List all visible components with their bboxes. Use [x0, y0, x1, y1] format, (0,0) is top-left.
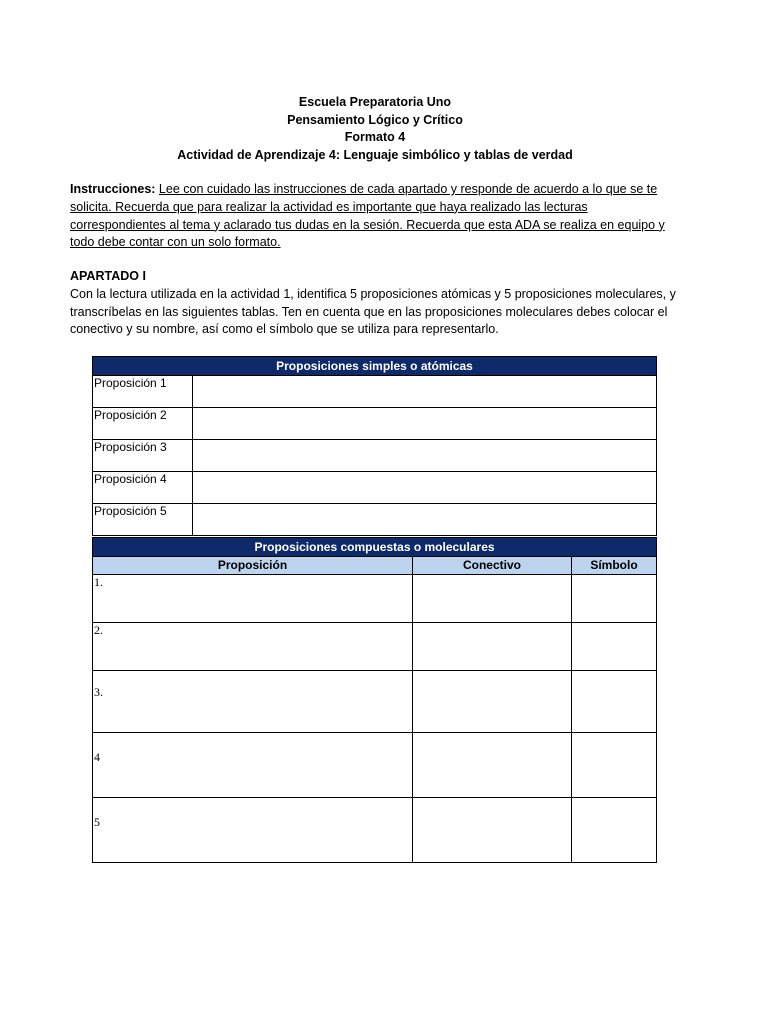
simple-row-answer-cell[interactable] — [193, 504, 657, 536]
simple-row-answer-cell[interactable] — [193, 408, 657, 440]
simple-row-label: Proposición 3 — [93, 440, 193, 472]
column-header-proposicion: Proposición — [93, 557, 413, 575]
simple-row-label: Proposición 5 — [93, 504, 193, 536]
compound-propositions-table — [92, 537, 657, 863]
simple-row-answer-cell[interactable] — [193, 376, 657, 408]
school-name: Escuela Preparatoria Uno — [298, 95, 452, 109]
column-header-conectivo: Conectivo — [413, 557, 572, 575]
compound-row-number[interactable]: 3. — [93, 671, 413, 733]
compound-conectivo-cell[interactable] — [413, 671, 572, 733]
apartado-section — [70, 268, 682, 339]
simple-row-label: Proposición 4 — [93, 472, 193, 504]
compound-table-title: Proposiciones compuestas o moleculares — [93, 538, 657, 557]
document-header — [0, 94, 750, 164]
simple-propositions-table — [92, 356, 657, 536]
simple-row-answer-cell[interactable] — [193, 472, 657, 504]
compound-conectivo-cell[interactable] — [413, 798, 572, 863]
apartado-text: Con la lectura utilizada en la actividad 1, identifica 5 proposiciones atómicas y 5 proposiciones moleculares, y transcríbelas en las siguientes tablas. Ten en cuenta que en las proposiciones moleculares debes colocar el conectivo y su nombre, así como el símbolo que se utiliza para representarlo. — [70, 286, 676, 337]
apartado-title: APARTADO I — [70, 269, 146, 283]
compound-simbolo-cell[interactable] — [572, 575, 657, 623]
compound-conectivo-cell[interactable] — [413, 623, 572, 671]
compound-row-number[interactable]: 1. — [93, 575, 413, 623]
column-header-simbolo: Símbolo — [572, 557, 657, 575]
compound-simbolo-cell[interactable] — [572, 623, 657, 671]
course-name: Pensamiento Lógico y Crítico — [287, 112, 463, 127]
compound-simbolo-cell[interactable] — [572, 671, 657, 733]
instructions-label: Instrucciones: — [70, 182, 156, 196]
simple-row-answer-cell[interactable] — [193, 440, 657, 472]
instructions-text: Lee con cuidado las instrucciones de cada apartado y responde de acuerdo a lo que se te solicita. Recuerda que para realizar la actividad es importante que haya realizado las lecturas correspondientes al tema y aclarado tus dudas en la sesión. Recuerda que esta ADA se realiza en equipo y todo debe contar con un solo formato. — [70, 182, 665, 250]
simple-table-title: Proposiciones simples o atómicas — [93, 357, 657, 376]
compound-row-number[interactable]: 4 — [93, 733, 413, 798]
compound-simbolo-cell[interactable] — [572, 798, 657, 863]
format-number: Formato 4 — [344, 130, 406, 144]
compound-row-number[interactable]: 5 — [93, 798, 413, 863]
compound-conectivo-cell[interactable] — [413, 733, 572, 798]
compound-row-number[interactable]: 2. — [93, 623, 413, 671]
compound-simbolo-cell[interactable] — [572, 733, 657, 798]
activity-title: Actividad de Aprendizaje 4: Lenguaje simbólico y tablas de verdad — [177, 147, 573, 162]
compound-conectivo-cell[interactable] — [413, 575, 572, 623]
simple-row-label: Proposición 1 — [93, 376, 193, 408]
instructions-paragraph — [70, 181, 680, 252]
simple-row-label: Proposición 2 — [93, 408, 193, 440]
